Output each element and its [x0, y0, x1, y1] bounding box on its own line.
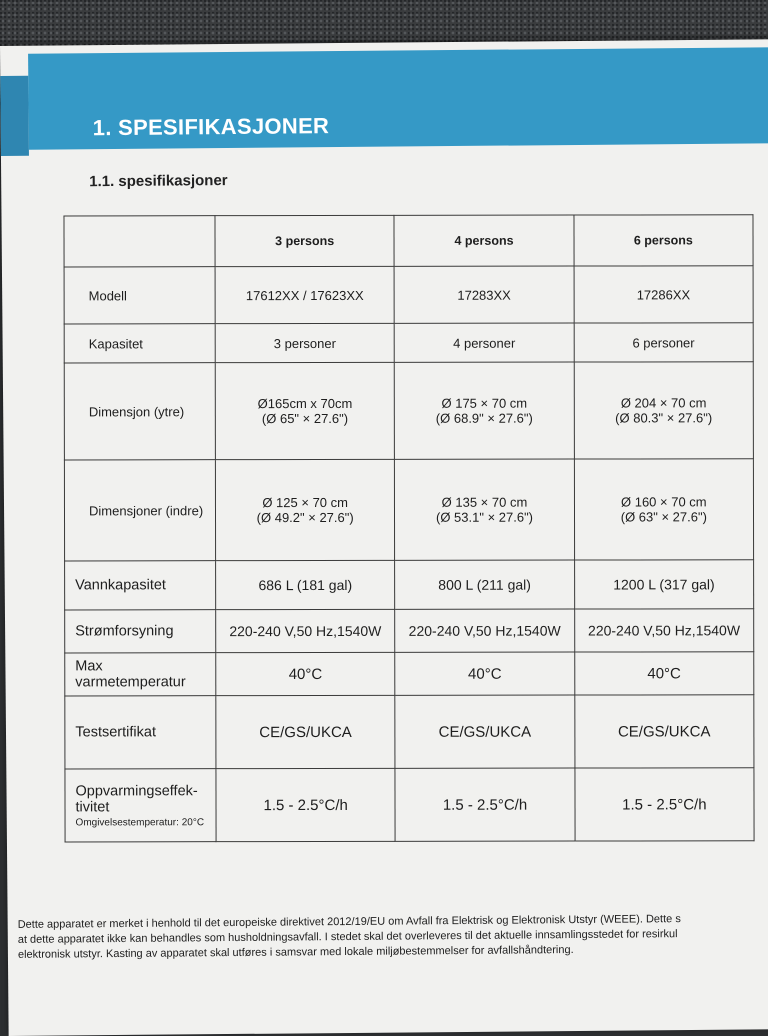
footer-line: Dette apparatet er merket i henhold til det europeiske direktivet 2012/19/EU om Avfall fra Elektrisk og Elektronisk Utstyr (WEEE). Dette s: [17, 913, 681, 931]
table-cell: 220-240 V,50 Hz,1540W: [216, 609, 395, 652]
table-row-stromforsyning: [65, 609, 754, 653]
page-title: 1. SPESIFIKASJONER: [92, 113, 330, 141]
table-row-testsertifikat: [65, 695, 754, 769]
column-header-3-persons: 3 persons: [215, 215, 394, 266]
table-cell: 17283XX: [394, 266, 573, 323]
table-cell: 3 personer: [215, 323, 394, 362]
dimension-imperial: (Ø 53.1" × 27.6"): [435, 509, 534, 525]
table-cell: 1.5 - 2.5°C/h: [575, 768, 754, 841]
section-title: 1.1. spesifikasjoner: [89, 172, 228, 191]
dimension-metric: Ø 204 × 70 cm: [620, 395, 707, 411]
weee-disclaimer: [18, 911, 768, 963]
table-cell: [574, 362, 754, 459]
row-label-text: Oppvarmingseffek- tivitet: [75, 782, 198, 815]
column-header-6-persons: 6 persons: [574, 215, 753, 266]
header-corner-cell: [64, 216, 215, 267]
dimension-metric: Ø 160 × 70 cm: [620, 494, 707, 510]
table-cell: CE/GS/UKCA: [574, 695, 753, 768]
table-cell: 800 L (211 gal): [395, 560, 574, 609]
dimension-metric: Ø 125 × 70 cm: [262, 494, 348, 511]
dimension-imperial: (Ø 49.2" × 27.6"): [256, 509, 354, 526]
table-header-row: [64, 215, 753, 267]
table-row-kapasitet: [64, 323, 753, 363]
table-cell: [395, 362, 574, 459]
dimension-metric: Ø 175 × 70 cm: [441, 395, 528, 411]
row-label-dimensjoner-indre: Dimensjoner (indre): [64, 460, 215, 561]
dimension-imperial: (Ø 68.9" × 27.6"): [435, 410, 533, 426]
row-label-max-varmetemperatur: Max varmetemperatur: [65, 653, 216, 696]
table-cell: 40°C: [574, 652, 753, 695]
table-row-dimensjoner-indre: [64, 459, 753, 561]
footer-line: at dette apparatet ikke kan behandles som husholdningsavfall. I stedet skal det overleveres til det aktuelle innsamlingsstedet for resirkul: [17, 928, 678, 946]
row-label-stromforsyning: Strømforsyning: [65, 610, 216, 653]
table-row-dimensjon-ytre: [64, 362, 753, 460]
footer-line: elektronisk utstyr. Kasting av apparatet skal utføres i samsvar med lokale miljøbestemmelser for avfallshåndtering.: [17, 944, 574, 961]
table-cell: 686 L (181 gal): [216, 560, 395, 609]
dimension-imperial: (Ø 80.3" × 27.6"): [615, 410, 713, 426]
table-cell: [574, 459, 754, 560]
specifications-table: [63, 214, 754, 842]
table-cell: 4 personer: [394, 323, 573, 362]
table-cell: 1.5 - 2.5°C/h: [395, 768, 574, 841]
table-cell: 1200 L (317 gal): [574, 560, 753, 609]
row-label-note: Omgivelsestemperatur: 20°C: [75, 816, 205, 828]
table-row-max-varmetemperatur: [65, 652, 754, 696]
row-label-kapasitet: Kapasitet: [64, 324, 215, 363]
table-cell: CE/GS/UKCA: [395, 695, 574, 768]
table-cell: 6 personer: [574, 323, 753, 362]
table-cell: 1.5 - 2.5°C/h: [216, 768, 395, 841]
table-row-modell: [64, 266, 753, 324]
header-band-edge: [0, 76, 29, 156]
table-cell: [215, 362, 394, 459]
table-cell: 17286XX: [574, 266, 753, 323]
table-cell: [215, 459, 395, 560]
dimension-metric: Ø165cm x 70cm: [257, 395, 353, 412]
table-cell: CE/GS/UKCA: [216, 695, 395, 768]
row-label-modell: Modell: [64, 267, 215, 324]
dimension-metric: Ø 135 × 70 cm: [441, 494, 528, 510]
table-cell: 40°C: [395, 652, 574, 695]
table-cell: 220-240 V,50 Hz,1540W: [574, 609, 753, 652]
row-label-vannkapasitet: Vannkapasitet: [65, 561, 216, 610]
table-cell: 220-240 V,50 Hz,1540W: [395, 609, 574, 652]
row-label-testsertifikat: Testsertifikat: [65, 696, 216, 769]
table-row-vannkapasitet: [65, 560, 754, 610]
table-cell: 17612XX / 17623XX: [215, 266, 394, 323]
table-row-oppvarmingseffektivitet: [65, 768, 754, 842]
dimension-imperial: (Ø 63" × 27.6"): [620, 509, 707, 525]
column-header-4-persons: 4 persons: [394, 215, 573, 266]
row-label-oppvarmingseffektivitet: [65, 769, 216, 842]
table-cell: 40°C: [216, 652, 395, 695]
manual-page: [0, 39, 768, 1036]
table-cell: [395, 459, 575, 560]
dimension-imperial: (Ø 65" × 27.6"): [261, 410, 349, 427]
row-label-dimensjon-ytre: Dimensjon (ytre): [64, 363, 215, 460]
